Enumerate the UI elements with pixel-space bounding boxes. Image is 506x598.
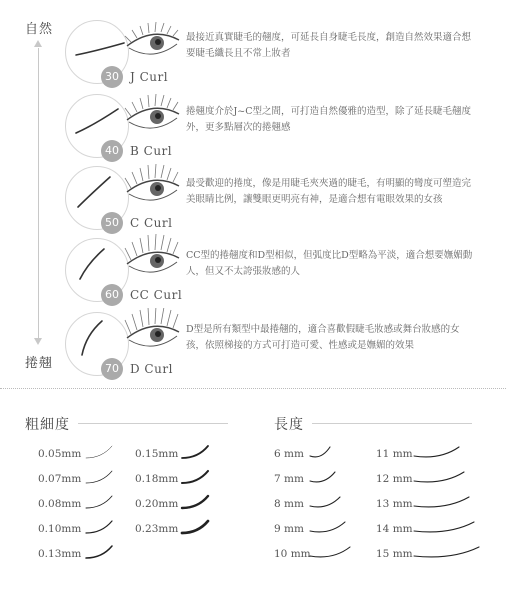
spec-label: 0.23mm bbox=[135, 523, 179, 535]
lash-sample-icon bbox=[180, 442, 212, 464]
eye-icon bbox=[123, 234, 183, 286]
lash-sample-icon bbox=[180, 517, 212, 539]
spec-label: 0.13mm bbox=[38, 548, 82, 560]
spec-label: 0.08mm bbox=[38, 498, 82, 510]
curl-type-label: B Curl bbox=[130, 144, 173, 158]
spec-label: 15 mm bbox=[376, 548, 413, 560]
lash-sample-icon bbox=[412, 442, 463, 464]
eye-icon bbox=[123, 16, 183, 68]
lash-curve-icon bbox=[78, 177, 110, 207]
lash-sample-icon bbox=[412, 517, 478, 539]
arrow-down-icon bbox=[34, 338, 42, 345]
spec-label: 0.05mm bbox=[38, 448, 82, 460]
spec-label: 6 mm bbox=[274, 448, 304, 460]
lash-sample-icon bbox=[412, 492, 473, 514]
spec-label: 14 mm bbox=[376, 523, 413, 535]
curl-row bbox=[60, 236, 500, 306]
spec-label: 0.07mm bbox=[38, 473, 82, 485]
lash-sample-icon bbox=[308, 517, 349, 539]
curl-type-label: J Curl bbox=[130, 70, 169, 84]
axis-bottom-label: 捲翹 bbox=[25, 356, 54, 371]
lash-sample-icon bbox=[84, 442, 116, 464]
axis-top-label: 自然 bbox=[25, 22, 54, 37]
lash-sample-icon bbox=[84, 467, 116, 489]
spec-label: 10 mm bbox=[274, 548, 311, 560]
curl-type-label: C Curl bbox=[130, 216, 173, 230]
curl-row bbox=[60, 164, 500, 234]
lash-sample-icon bbox=[84, 492, 116, 514]
spec-label: 11 mm bbox=[376, 448, 413, 460]
curl-row bbox=[60, 92, 500, 162]
spec-label: 8 mm bbox=[274, 498, 304, 510]
eye-icon bbox=[123, 162, 183, 214]
spec-label: 0.20mm bbox=[135, 498, 179, 510]
length-title: 長度 bbox=[274, 417, 304, 433]
lash-sample-icon bbox=[180, 467, 212, 489]
curl-description: D型是所有類型中最捲翹的，適合喜歡假睫毛妝感或舞台妝感的女孩，依照梯接的方式可打造可愛、性感或是嫵媚的效果 bbox=[186, 324, 460, 351]
spec-label: 13 mm bbox=[376, 498, 413, 510]
curl-description: CC型的捲翹度和D型相似，但弧度比D型略為平淡，適合想要嫵媚動人，但又不太誇張妝感的人 bbox=[186, 250, 473, 277]
spec-label: 12 mm bbox=[376, 473, 413, 485]
spec-label: 7 mm bbox=[274, 473, 304, 485]
eye-icon bbox=[123, 90, 183, 142]
eye-icon bbox=[123, 308, 183, 360]
curl-description: 最接近真實睫毛的翹度，可延長自身睫毛長度，創造自然效果適合想要睫毛纖長且不常上妝者 bbox=[186, 32, 472, 59]
curl-row bbox=[60, 310, 500, 380]
spec-label: 0.10mm bbox=[38, 523, 82, 535]
length-title-line bbox=[312, 423, 472, 424]
lash-sample-icon bbox=[84, 517, 116, 539]
curl-number-badge: 40 bbox=[101, 140, 123, 162]
curl-description: 最受歡迎的捲度，像是用睫毛夾夾過的睫毛，有明顯的彎度可塑造完美眼睛比例，讓雙眼更明亮有神，是適合想有電眼效果的女孩 bbox=[186, 178, 472, 205]
lash-sample-icon bbox=[84, 542, 116, 564]
lash-curve-icon bbox=[76, 109, 118, 133]
curl-number-badge: 30 bbox=[101, 66, 123, 88]
lash-sample-icon bbox=[308, 492, 344, 514]
lash-sample-icon bbox=[308, 442, 334, 464]
lash-curve-icon bbox=[82, 321, 102, 355]
curl-type-label: D Curl bbox=[130, 362, 173, 376]
arrow-up-icon bbox=[34, 40, 42, 47]
lash-sample-icon bbox=[412, 542, 483, 564]
lash-sample-icon bbox=[308, 467, 339, 489]
curl-number-badge: 50 bbox=[101, 212, 123, 234]
thickness-title: 粗細度 bbox=[25, 417, 70, 433]
curl-type-label: CC Curl bbox=[130, 288, 183, 302]
section-divider bbox=[0, 388, 506, 389]
curl-description: 捲翹度介於J~C型之間，可打造自然優雅的造型，除了延長睫毛翹度外，更多點層次的捲翹感 bbox=[186, 106, 472, 133]
thickness-title-line bbox=[78, 423, 228, 424]
lash-sample-icon bbox=[308, 542, 354, 564]
curl-number-badge: 70 bbox=[101, 358, 123, 380]
lash-curve-icon bbox=[76, 43, 124, 55]
spec-label: 0.15mm bbox=[135, 448, 179, 460]
spec-label: 9 mm bbox=[274, 523, 304, 535]
curl-row bbox=[60, 18, 500, 88]
lash-curve-icon bbox=[80, 249, 104, 279]
lash-sample-icon bbox=[412, 467, 468, 489]
axis-line bbox=[38, 48, 39, 340]
spec-label: 0.18mm bbox=[135, 473, 179, 485]
curl-number-badge: 60 bbox=[101, 284, 123, 306]
lash-sample-icon bbox=[180, 492, 212, 514]
